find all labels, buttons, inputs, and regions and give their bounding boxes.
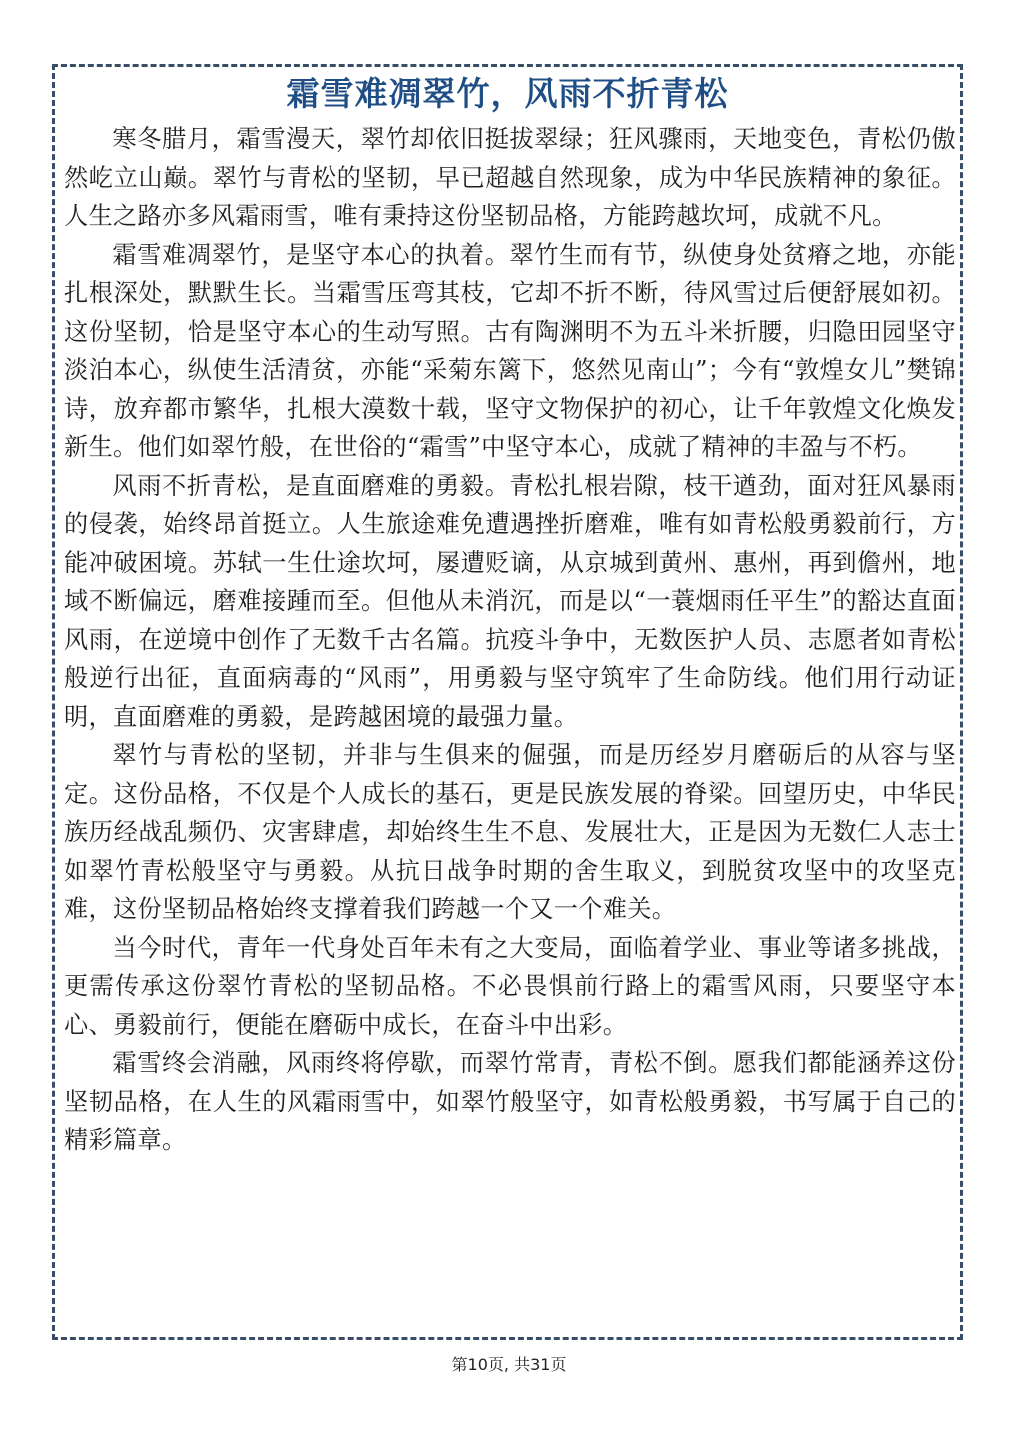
essay-body bbox=[64, 120, 956, 1160]
paragraph-3: 风雨不折青松，是直面磨难的勇毅。青松扎根岩隙，枝干遒劲，面对狂风暴雨的侵袭，始终昂首挺立。人生旅途难免遭遇挫折磨难，唯有如青松般勇毅前行，方能冲破困境。苏轼一生仕途坎坷，屡遭贬谪，从京城到黄州、惠州，再到儋州，地域不断偏远，磨难接踵而至。但他从未消沉，而是以“一蓑烟雨任平生”的豁达直面风雨，在逆境中创作了无数千古名篇。抗疫斗争中，无数医护人员、志愿者如青松般逆行出征，直面病毒的“风雨”，用勇毅与坚守筑牢了生命防线。他们用行动证明，直面磨难的勇毅，是跨越困境的最强力量。 bbox=[64, 471, 956, 731]
paragraph-6: 霜雪终会消融，风雨终将停歇，而翠竹常青，青松不倒。愿我们都能涵养这份坚韧品格，在人生的风霜雨雪中，如翠竹般坚守，如青松般勇毅，书写属于自己的精彩篇章。 bbox=[64, 1049, 956, 1154]
essay-title: 霜雪难凋翠竹，风雨不折青松 bbox=[286, 74, 729, 113]
paragraph-1: 寒冬腊月，霜雪漫天，翠竹却依旧挺拔翠绿；狂风骤雨，天地变色，青松仍傲然屹立山巅。翠竹与青松的坚韧，早已超越自然现象，成为中华民族精神的象征。人生之路亦多风霜雨雪，唯有秉持这份坚韧品格，方能跨越坎坷，成就不凡。 bbox=[64, 125, 956, 230]
paragraph-2: 霜雪难凋翠竹，是坚守本心的执着。翠竹生而有节，纵使身处贫瘠之地，亦能扎根深处，默默生长。当霜雪压弯其枝，它却不折不断，待风雪过后便舒展如初。这份坚韧，恰是坚守本心的生动写照。古有陶渊明不为五斗米折腰，归隐田园坚守淡泊本心，纵使生活清贫，亦能“采菊东篱下，悠然见南山”；今有“敦煌女儿”樊锦诗，放弃都市繁华，扎根大漠数十载，坚守文物保护的初心，让千年敦煌文化焕发新生。他们如翠竹般，在世俗的“霜雪”中坚守本心，成就了精神的丰盈与不朽。 bbox=[64, 240, 956, 461]
paragraph-5: 当今时代，青年一代身处百年未有之大变局，面临着学业、事业等诸多挑战，更需传承这份翠竹青松的坚韧品格。不必畏惧前行路上的霜雪风雨，只要坚守本心、勇毅前行，便能在磨砺中成长，在奋斗中出彩。 bbox=[64, 933, 956, 1039]
page-number: 第10页, 共31页 bbox=[451, 1355, 567, 1374]
paragraph-4: 翠竹与青松的坚韧，并非与生俱来的倔强，而是历经岁月磨砺后的从容与坚定。这份品格，不仅是个人成长的基石，更是民族发展的脊梁。回望历史，中华民族历经战乱频仍、灾害肆虐，却始终生生不息、发展壮大，正是因为无数仁人志士如翠竹青松般坚守与勇毅。从抗日战争时期的舍生取义，到脱贫攻坚中的攻坚克难，这份坚韧品格始终支撑着我们跨越一个又一个难关。 bbox=[64, 741, 956, 923]
